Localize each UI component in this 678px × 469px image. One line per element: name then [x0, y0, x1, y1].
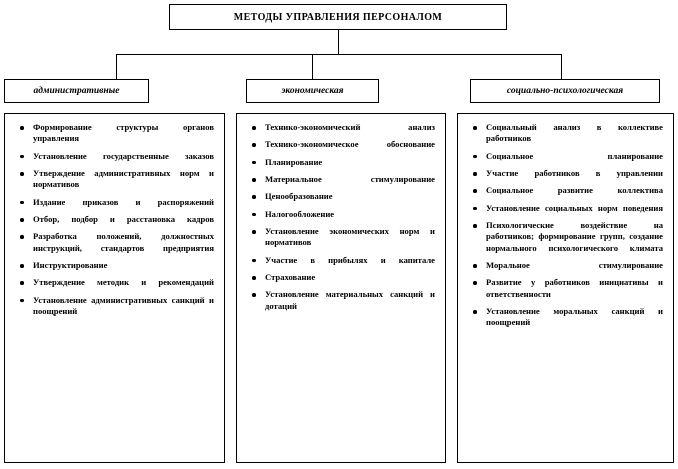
list-administrative: [11, 122, 218, 317]
list-item: Утверждение методик и рекомендаций: [33, 277, 214, 288]
list-item: Психологические воздействие на работников; формирование групп, создание нормального психологического климата: [486, 220, 663, 253]
list-item: Формирование структуры органов управления: [33, 122, 214, 144]
list-item: Установление административных санкций и поощрений: [33, 294, 214, 317]
connector-branch-social: [561, 54, 562, 79]
connector-trunk-vertical: [338, 30, 339, 54]
list-item: Развитие у работников инициативы и ответственности: [486, 277, 663, 299]
list-item: Установление экономических норм и нормативов: [265, 226, 435, 248]
list-item: Установление государственные заказов: [33, 150, 214, 161]
column-economic: [236, 113, 446, 463]
diagram-title: МЕТОДЫ УПРАВЛЕНИЯ ПЕРСОНАЛОМ: [233, 11, 443, 23]
category-header-social-psychological-label: социально-психологическая: [506, 85, 624, 96]
list-item: Разработка положений, должностных инструкций, стандартов предприятия: [33, 231, 214, 253]
list-item: Страхование: [265, 272, 435, 283]
list-item: Технико-экономический анализ: [265, 122, 435, 132]
connector-branch-econ: [312, 54, 313, 79]
list-economic: [243, 122, 439, 312]
diagram-title-box: [169, 4, 507, 30]
list-item: Установление социальных норм поведения: [486, 202, 663, 213]
list-item: Социальный анализ в коллективе работников: [486, 122, 663, 144]
category-header-social-psychological: [470, 79, 660, 103]
list-item: Социальное планирование: [486, 150, 663, 161]
category-header-economic: [246, 79, 379, 103]
column-social-psychological: [457, 113, 674, 463]
list-item: Отбор, подбор и расстановка кадров: [33, 214, 214, 225]
list-item: Материальное стимулирование: [265, 174, 435, 185]
list-item: Моральное стимулирование: [486, 260, 663, 271]
category-header-economic-label: экономическая: [281, 85, 344, 96]
connector-horizontal-bus: [116, 54, 561, 55]
category-header-administrative: [4, 79, 149, 103]
column-administrative: [4, 113, 225, 463]
list-item: Издание приказов и распоряжений: [33, 196, 214, 207]
list-social-psychological: [464, 122, 667, 329]
list-item: Инструктирование: [33, 260, 214, 271]
list-item: Налогообложение: [265, 209, 435, 220]
connector-branch-admin: [116, 54, 117, 79]
list-item: Участие работников в управлении: [486, 168, 663, 179]
list-item: Социальное развитие коллектива: [486, 185, 663, 196]
list-item: Установление материальных санкций и дотаций: [265, 289, 435, 311]
list-item: Планирование: [265, 157, 435, 168]
list-item: Установление моральных санкций и поощрений: [486, 306, 663, 328]
list-item: Участие в прибылях и капитале: [265, 254, 435, 265]
list-item: Ценообразование: [265, 191, 435, 202]
category-header-administrative-label: административные: [33, 85, 120, 96]
list-item: Утверждение административных норм и нормативов: [33, 168, 214, 190]
list-item: Технико-экономическое обоснование: [265, 139, 435, 150]
